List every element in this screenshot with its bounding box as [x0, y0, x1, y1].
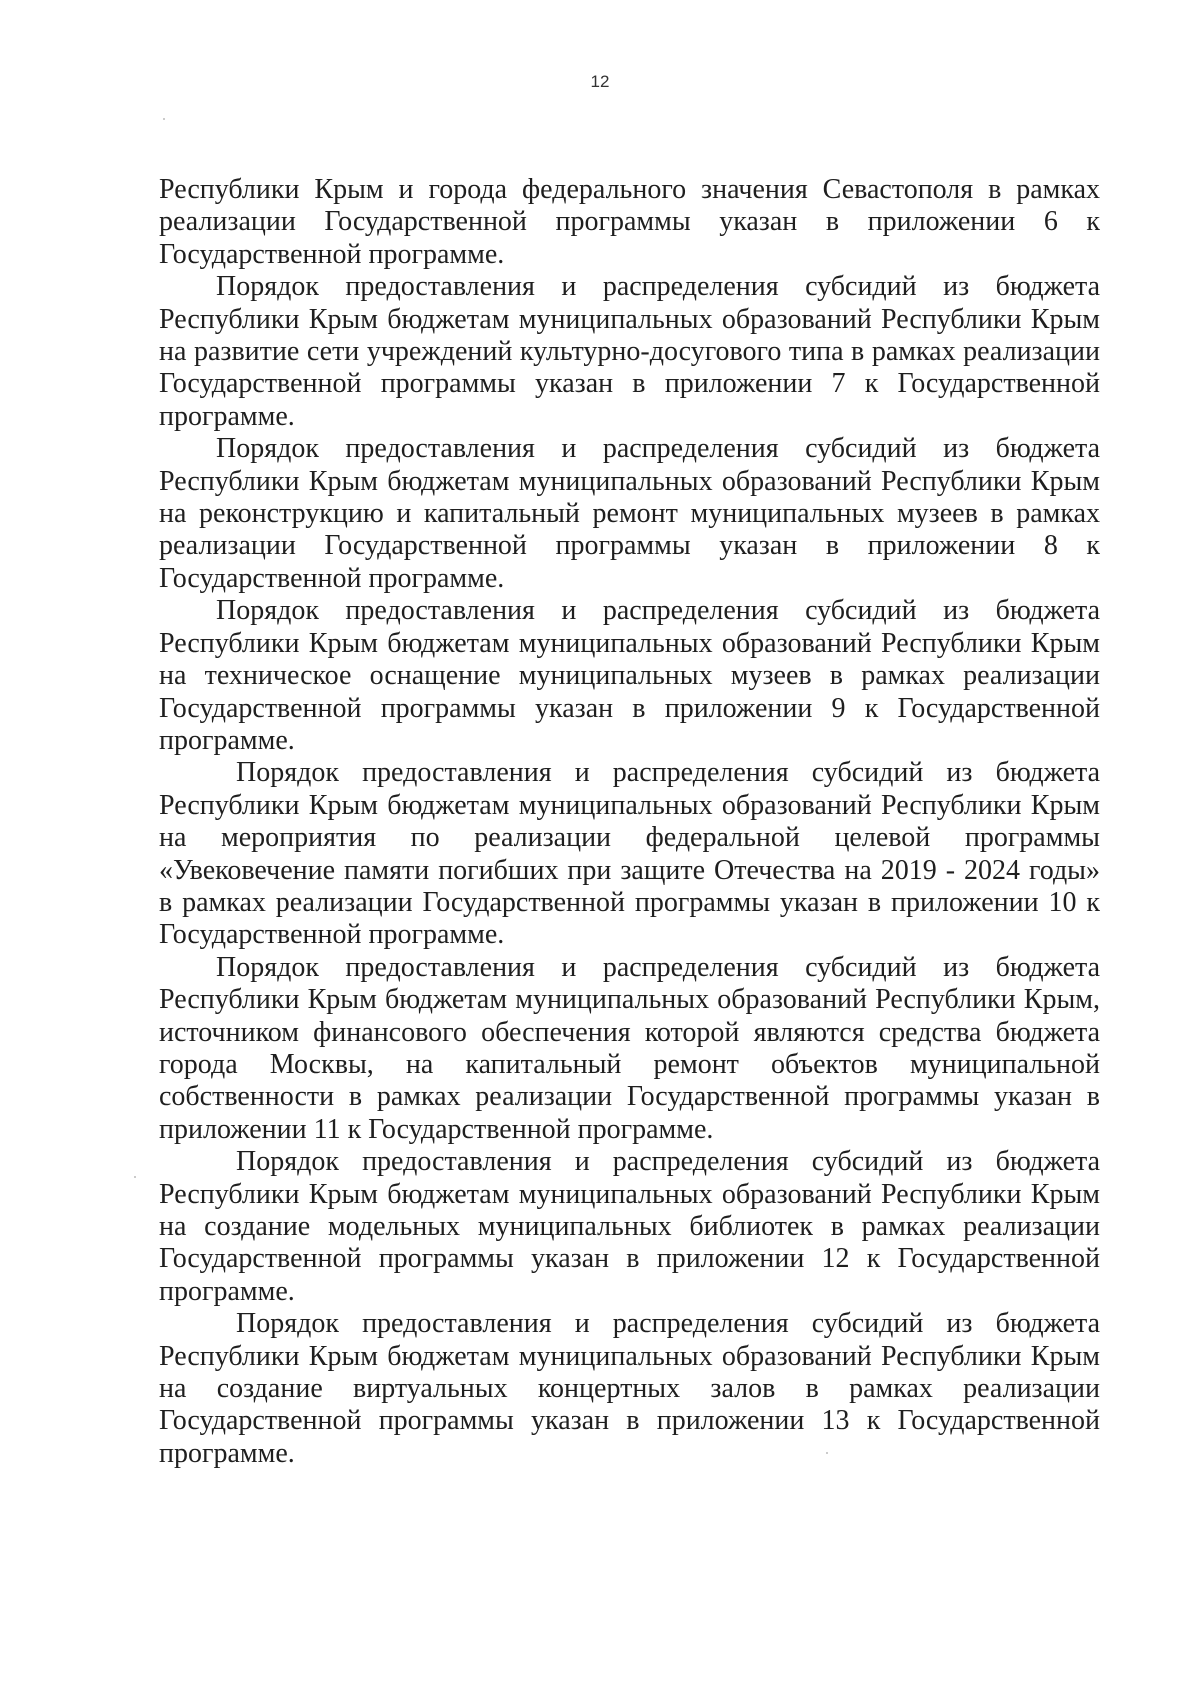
scan-speck: [163, 118, 165, 120]
scan-speck: [134, 1176, 136, 1178]
paragraph-appendix-10: Порядок предоставления и распределения субсидий из бюджета Республики Крым бюджетам муниципальных образований Республики Крым на мероприятия по реализации федеральной целевой программы «Увековечение памяти погибших при защите Отечества на 2019 - 2024 годы» в рамках реализации Государственной программы указан в приложении 10 к Государственной программе.: [159, 757, 1100, 951]
document-body: [159, 174, 1100, 1470]
paragraph-appendix-12: Порядок предоставления и распределения субсидий из бюджета Республики Крым бюджетам муниципальных образований Республики Крым на создание модельных муниципальных библиотек в рамках реализации Государственной программы указан в приложении 12 к Государственной программе.: [159, 1146, 1100, 1307]
paragraph-appendix-11: Порядок предоставления и распределения субсидий из бюджета Республики Крым бюджетам муниципальных образований Республики Крым, источником финансового обеспечения которой являются средства бюджета города Москвы, на капитальный ремонт объектов муниципальной собственности в рамках реализации Государственной программы указан в приложении 11 к Государственной программе.: [159, 951, 1100, 1145]
paragraph-appendix-9: Порядок предоставления и распределения субсидий из бюджета Республики Крым бюджетам муниципальных образований Республики Крым на техническое оснащение муниципальных музеев в рамках реализации Государственной программы указан в приложении 9 к Государственной программе.: [159, 595, 1100, 756]
paragraph-appendix-13: Порядок предоставления и распределения субсидий из бюджета Республики Крым бюджетам муниципальных образований Республики Крым на создание виртуальных концертных залов в рамках реализации Государственной программы указан в приложении 13 к Государственной программе.: [159, 1308, 1100, 1469]
paragraph-appendix-6: Республики Крым и города федерального значения Севастополя в рамках реализации Государственной программы указан в приложении 6 к Государственной программе.: [159, 174, 1100, 270]
paragraph-appendix-8: Порядок предоставления и распределения субсидий из бюджета Республики Крым бюджетам муниципальных образований Республики Крым на реконструкцию и капитальный ремонт муниципальных музеев в рамках реализации Государственной программы указан в приложении 8 к Государственной программе.: [159, 433, 1100, 594]
page-number: 12: [590, 72, 610, 91]
scan-speck: [826, 1452, 828, 1454]
paragraph-appendix-7: Порядок предоставления и распределения субсидий из бюджета Республики Крым бюджетам муниципальных образований Республики Крым на развитие сети учреждений культурно-досугового типа в рамках реализации Государственной программы указан в приложении 7 к Государственной программе.: [159, 271, 1100, 432]
